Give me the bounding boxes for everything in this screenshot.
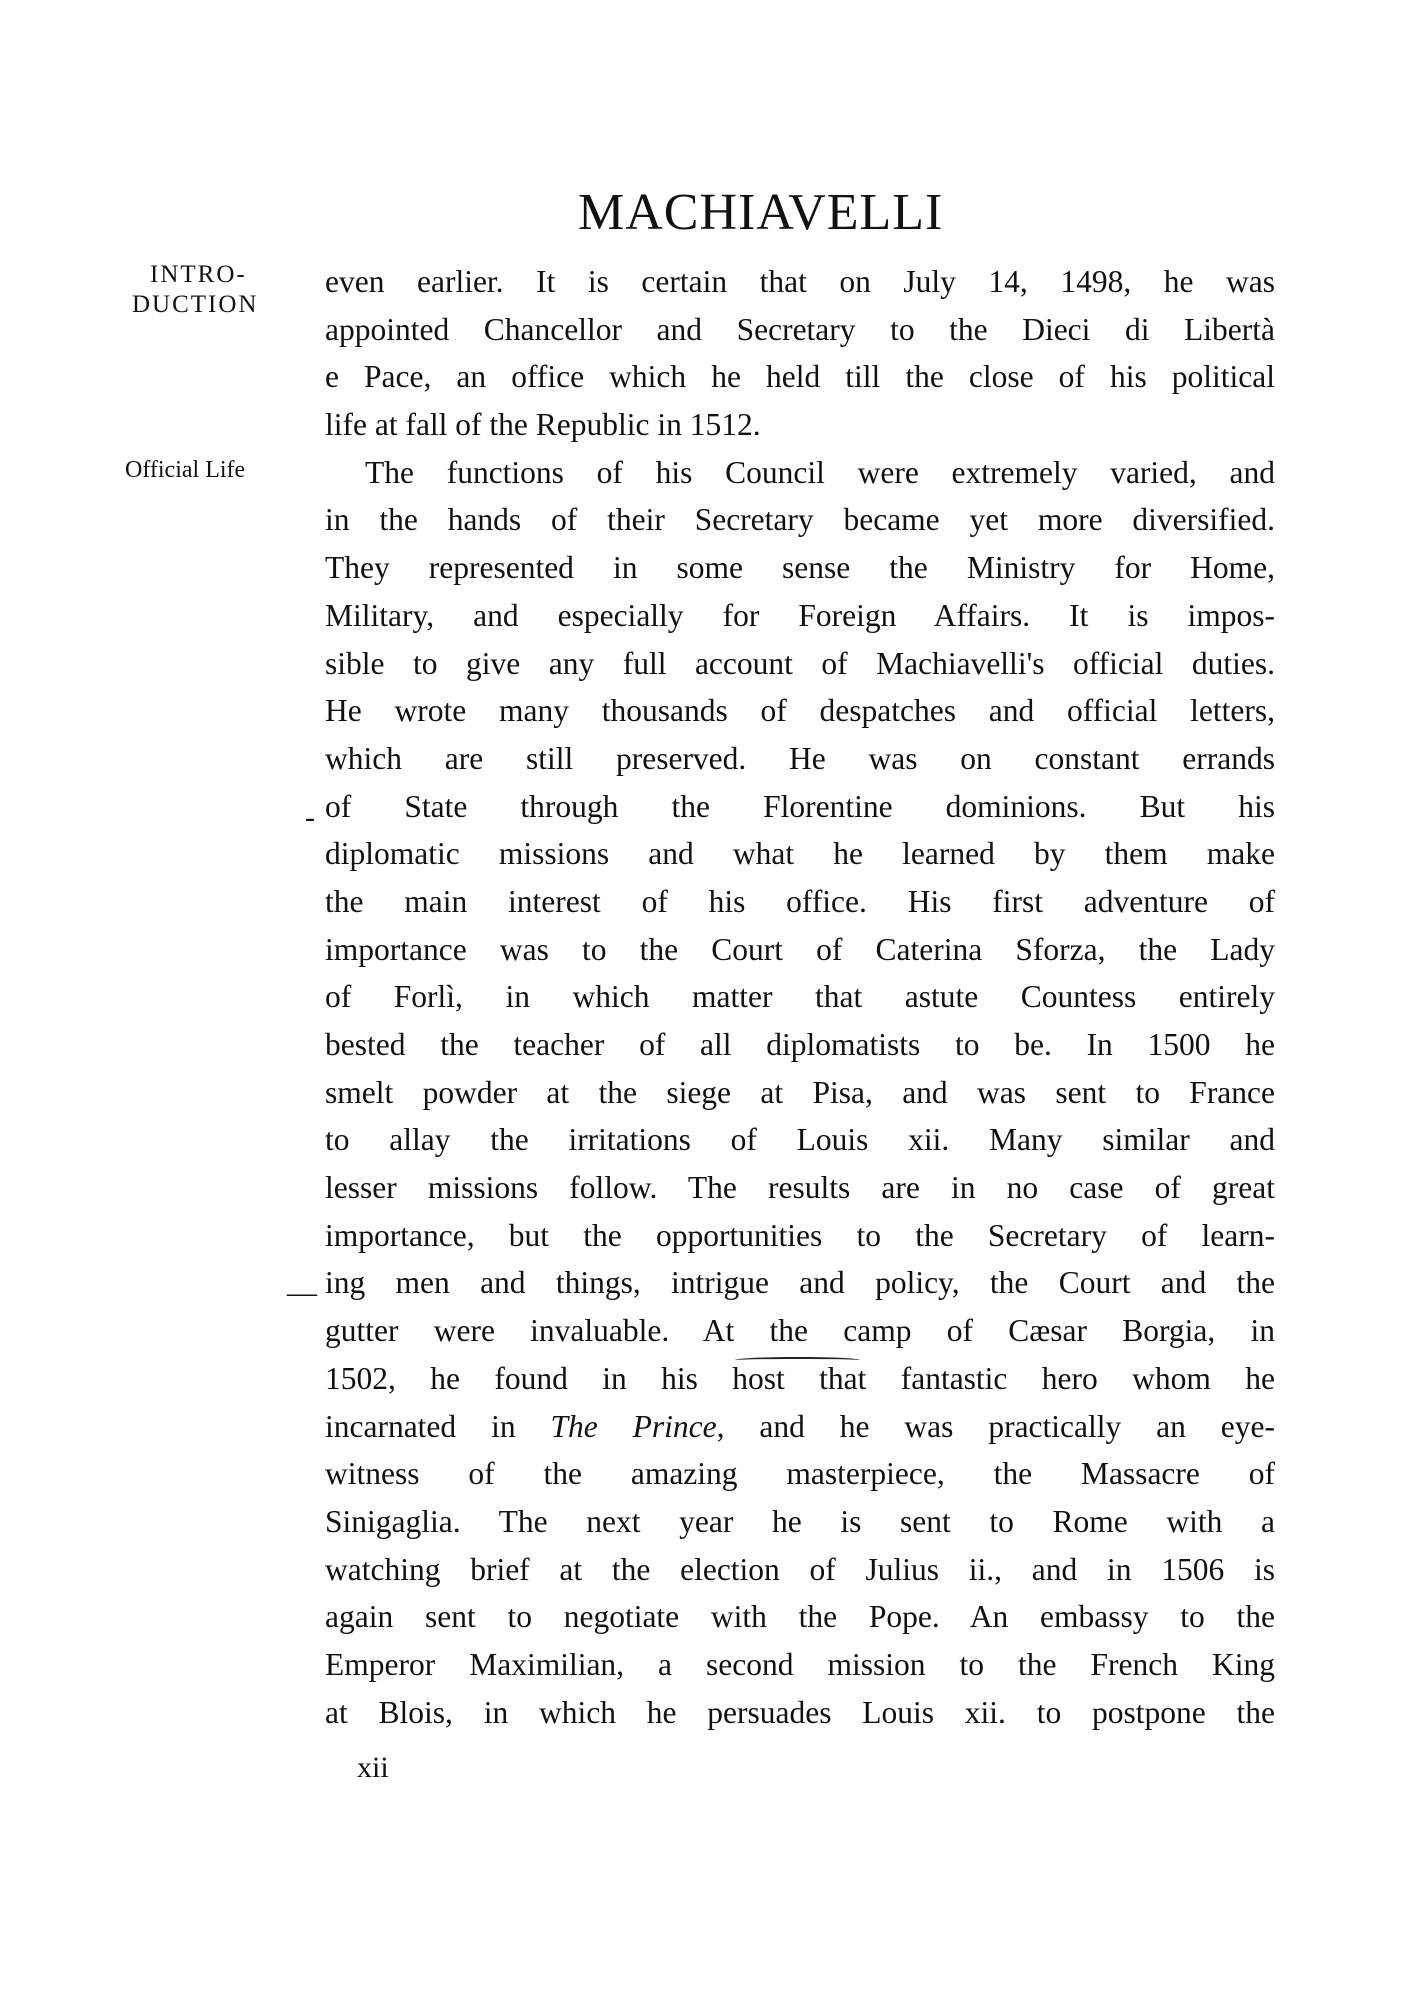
running-title: MACHIAVELLI — [578, 184, 944, 241]
body-text — [325, 258, 1275, 1736]
text-line: life at fall of the Republic in 1512. — [325, 407, 761, 443]
margin-note-intro-line2: DUCTION — [132, 291, 259, 318]
text-line: lesser missions follow. The results are in no case of great — [325, 1170, 1275, 1206]
text-segment: , and he was practically an eye- — [716, 1408, 1276, 1444]
text-line: watching brief at the election of Julius ii., and in 1506 is — [325, 1551, 1275, 1587]
text-segment: incarnated in — [325, 1408, 551, 1444]
page-number: xii — [357, 1751, 389, 1784]
text-line: at Blois, in which he persuades Louis xii. to postpone the — [325, 1694, 1275, 1730]
text-line: The functions of his Council were extremely varied, and — [365, 454, 1275, 490]
text-line: witness of the amazing masterpiece, the Massacre of — [325, 1456, 1275, 1492]
text-line: importance, but the opportunities to the Secretary of learn- — [325, 1217, 1275, 1253]
text-line: Military, and especially for Foreign Affairs. It is impos- — [325, 597, 1275, 633]
text-line-with-title — [325, 1403, 1275, 1451]
text-line: e Pace, an office which he held till the close of his political — [325, 359, 1275, 395]
text-line: bested the teacher of all diplomatists to be. In 1500 he — [325, 1027, 1275, 1062]
text-line: They represented in some sense the Ministry for Home, — [325, 550, 1275, 586]
text-line: which are still preserved. He was on constant errands — [325, 740, 1275, 776]
text-line: Sinigaglia. The next year he is sent to Rome with a — [325, 1503, 1275, 1539]
text-line: ing men and things, intrigue and policy, the Court and the — [325, 1265, 1275, 1301]
text-line: gutter were invaluable. At the camp of Cæsar Borgia, in — [325, 1313, 1275, 1349]
text-line: sible to give any full account of Machiavelli's official duties. — [325, 645, 1275, 681]
text-line: 1502, he found in his host that fantastic hero whom he — [325, 1360, 1275, 1396]
text-line: even earlier. It is certain that on July 14, 1498, he was — [325, 264, 1275, 299]
text-line: diplomatic missions and what he learned by them make — [325, 836, 1275, 872]
text-line: to allay the irritations of Louis xii. Many similar and — [325, 1122, 1275, 1158]
text-line: of State through the Florentine dominions. But his — [325, 788, 1275, 824]
text-line: again sent to negotiate with the Pope. An embassy to the — [325, 1599, 1275, 1635]
text-line: He wrote many thousands of despatches and official letters, — [325, 693, 1275, 729]
text-line: in the hands of their Secretary became yet more diversified. — [325, 502, 1275, 538]
margin-note-introduction — [132, 260, 259, 320]
margin-note-intro-line1: INTRO- — [150, 261, 247, 288]
text-line: of Forlì, in which matter that astute Countess entirely — [325, 979, 1275, 1015]
text-line: appointed Chancellor and Secretary to the Dieci di Libertà — [325, 311, 1275, 347]
text-line: importance was to the Court of Caterina Sforza, the Lady — [325, 931, 1275, 967]
book-title-the-prince: The Prince — [550, 1408, 717, 1444]
text-line: the main interest of his office. His first adventure of — [325, 883, 1275, 919]
margin-long-dash-mark: — — [287, 1276, 317, 1309]
text-line: Emperor Maximilian, a second mission to the French King — [325, 1646, 1275, 1682]
text-line: smelt powder at the siege at Pisa, and was sent to France — [325, 1074, 1275, 1110]
margin-dash-mark: - — [305, 801, 315, 834]
margin-note-official-life: Official Life — [125, 457, 246, 483]
